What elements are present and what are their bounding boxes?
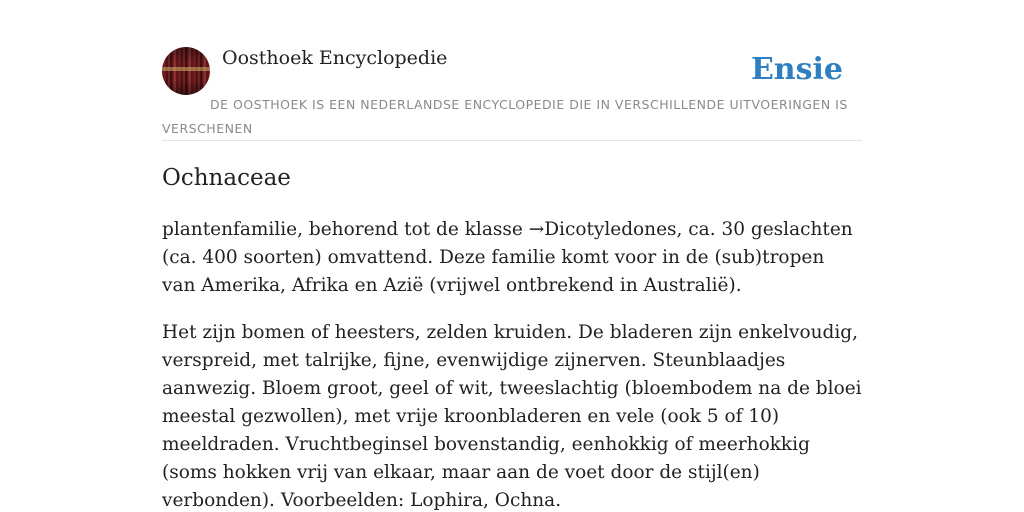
cross-reference-label: Dicotyledones xyxy=(544,219,677,240)
paragraph-text: plantenfamilie, behorend tot de klasse xyxy=(162,219,529,240)
encyclopedia-avatar-icon[interactable] xyxy=(162,47,210,95)
article-paragraph-2: Het zijn bomen of heesters, zelden kruiden. De bladeren zijn enkelvoudig, verspreid, met talrijke, fijne, evenwijdige zijnerven. Steunblaadjes aanwezig. Bloem groot, geel of wit, tweeslachtig (bloembodem na de bloei meestal gezwollen), met vrije kroonbladeren en vele (ook 5 of 10) meeldraden. Vruchtbeginsel bovenstandig, eenhokkig of meerhokkig (soms hokken vrij van elkaar, maar aan de voet door de stijl(en) verbonden). Voorbeelden: Lophira, Ochna. xyxy=(162,322,862,511)
site-title[interactable]: Oosthoek Encyclopedie xyxy=(222,47,448,69)
cross-reference-link[interactable] xyxy=(529,219,677,240)
site-header xyxy=(162,46,862,141)
arrow-icon: → xyxy=(528,219,545,240)
paragraph-text: , ca. 30 geslachten (ca. 400 soorten) omvattend. Deze familie komt voor in de (sub)tropen van Amerika, Afrika en Azië (vrijwel ontbrekend in Australië). xyxy=(162,219,853,296)
article-title: Ochnaceae xyxy=(162,165,291,191)
article-paragraph-1 xyxy=(162,216,862,300)
site-tagline: DE OOSTHOEK IS EEN NEDERLANDSE ENCYCLOPEDIE DIE IN VERSCHILLENDE UITVOERINGEN IS VERSCHENEN xyxy=(162,97,848,136)
ensie-logo[interactable]: Ensie xyxy=(750,52,843,87)
